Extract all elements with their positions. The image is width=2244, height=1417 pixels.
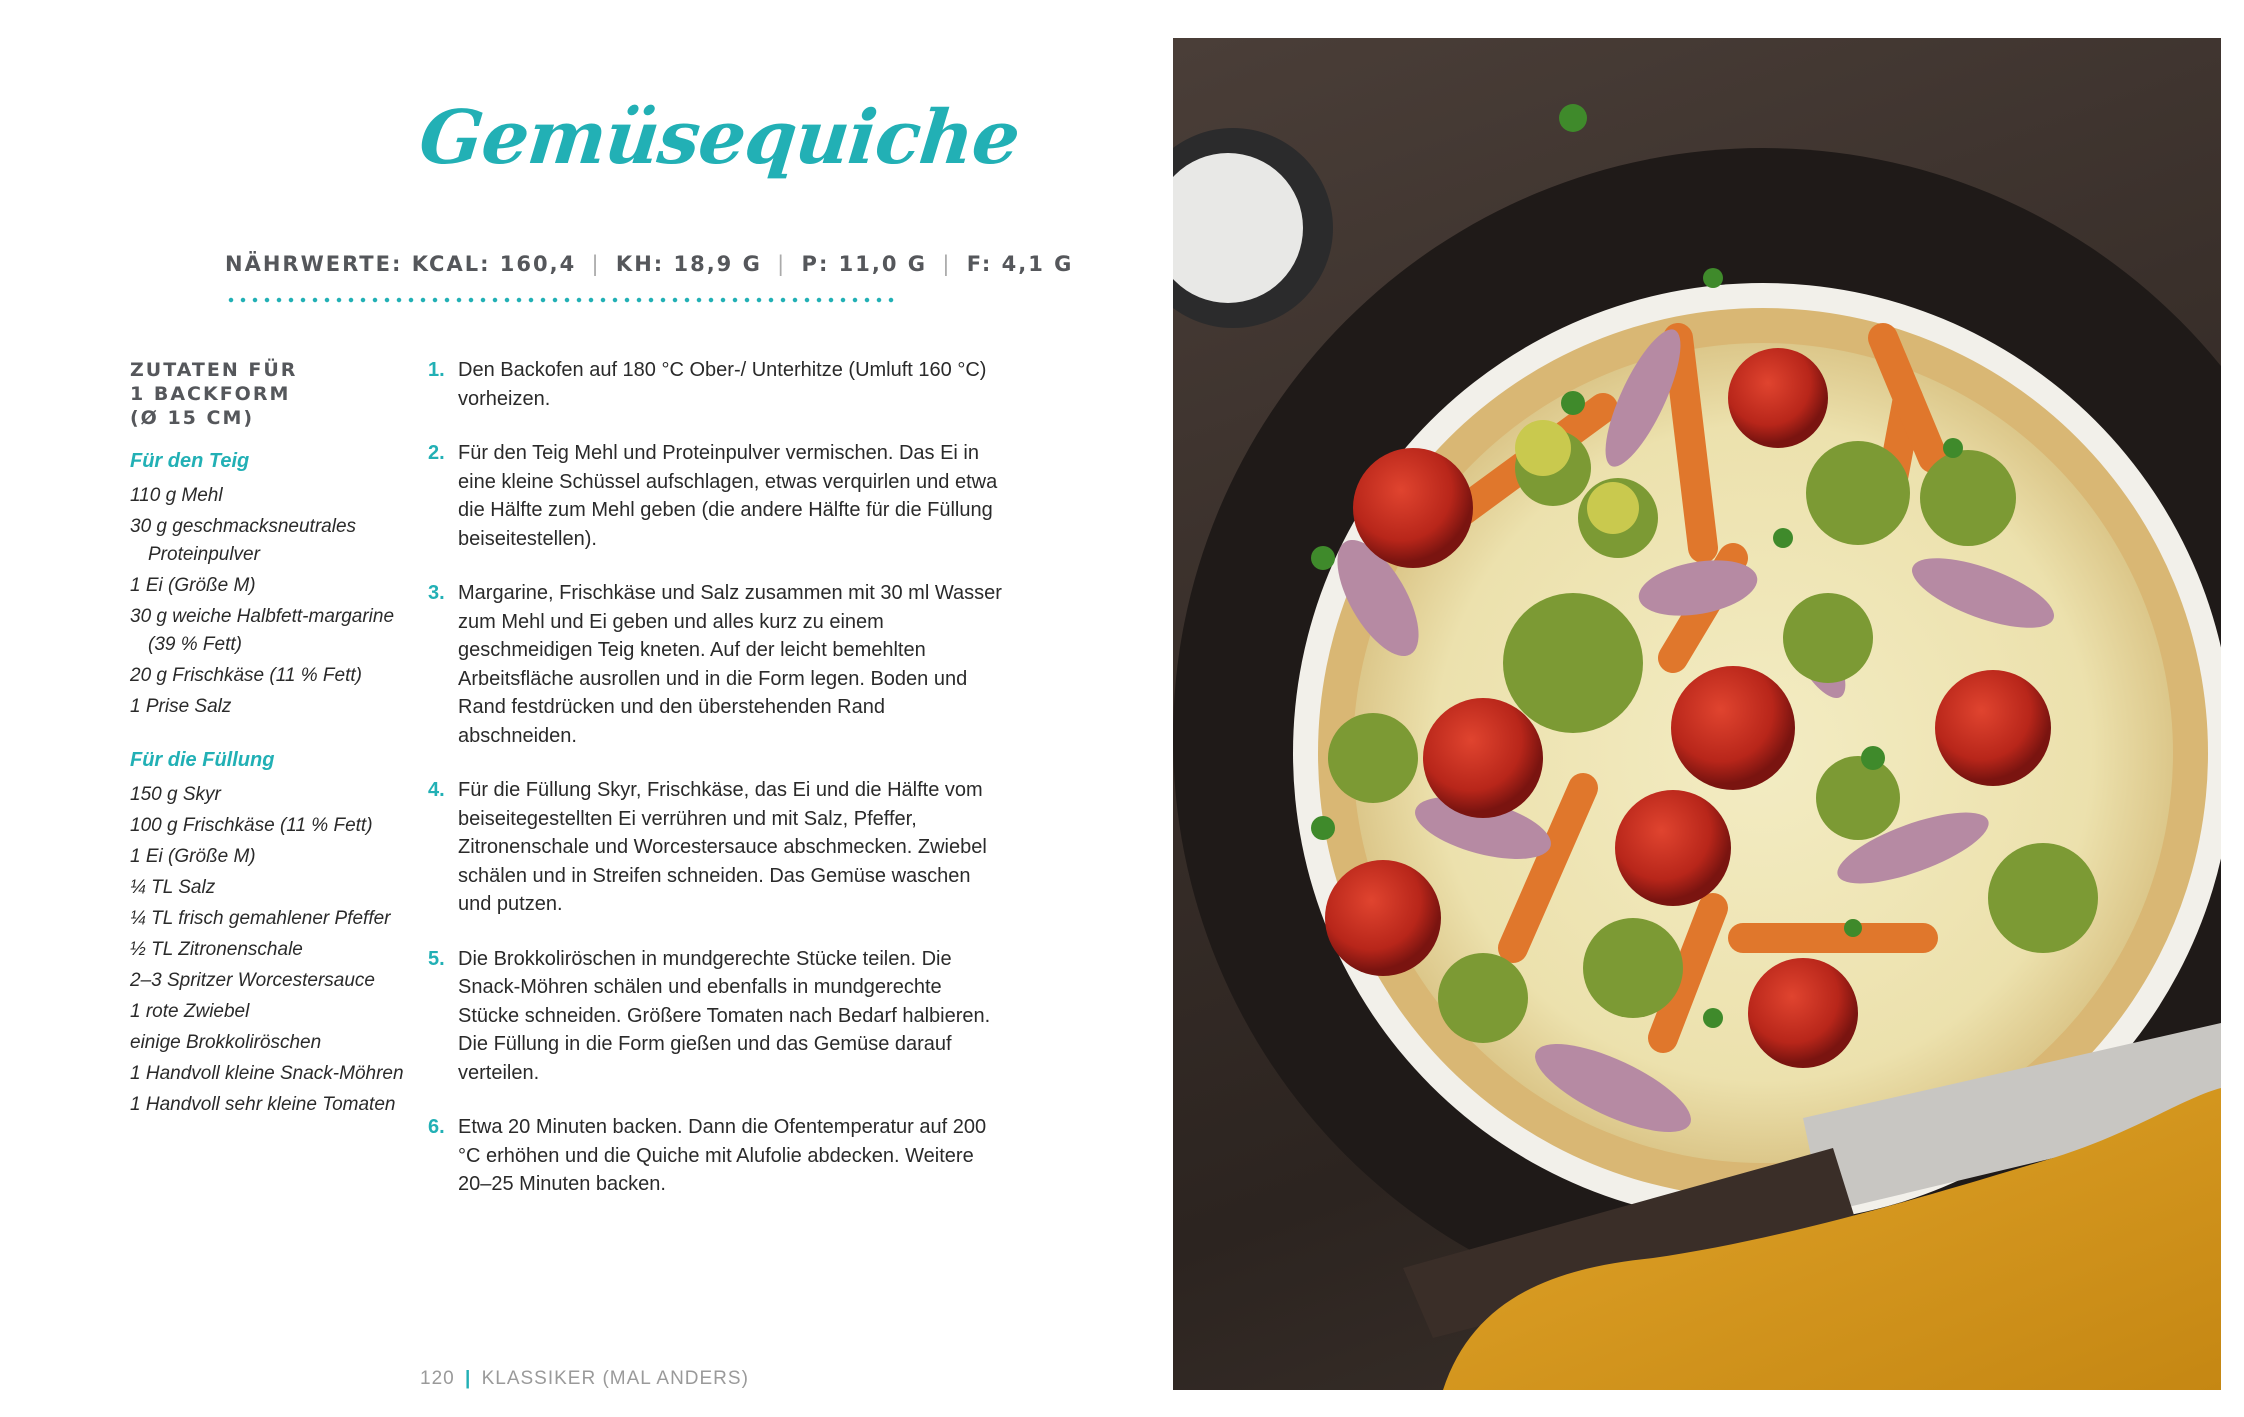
ingredient-section-title: Für den Teig (130, 450, 250, 472)
step (428, 1113, 1003, 1199)
nutrition-kh: KH: 18,9 G (615, 252, 762, 276)
step-text: Für die Füllung Skyr, Frischkäse, das Ei und die Hälfte vom beiseitegestellten Ei verrühren und mit Salz, Pfeffer, Zitronenschale und Worcestersauce abschmecken. Zwiebel schälen und in Streifen schneiden. Das Gemüse waschen und putzen. (458, 779, 987, 915)
ingredients-heading (130, 358, 420, 430)
step (428, 776, 1003, 919)
step-text: Etwa 20 Minuten backen. Dann die Ofentemperatur auf 200 °C erhöhen und die Quiche mit Alufolie abdecken. Weitere 20–25 Minuten backen. (458, 1116, 987, 1195)
instructions-column (428, 356, 1003, 1225)
ingredient-item: 1 Handvoll kleine Snack-Möhren (130, 1063, 404, 1084)
ingredient-item: 30 g weiche Halbfett-margarine (39 % Fett) (130, 606, 395, 655)
nutrition-kcal: KCAL: 160,4 (411, 252, 577, 276)
ingredient-item: 2–3 Spritzer Worcestersauce (130, 970, 375, 991)
nutrition-p: P: 11,0 G (801, 252, 928, 276)
step-text: Margarine, Frischkäse und Salz zusammen mit 30 ml Wasser zum Mehl und Ei geben und alles kurz zu einem geschmeidigen Teig kneten. Auf der leicht bemehlten Arbeitsfläche ausrollen und in die Form legen. Boden und Rand festdrücken und den überstehenden Rand abschneiden. (458, 582, 1002, 747)
step-number: 6. (428, 1116, 445, 1138)
ingredient-item: 20 g Frischkäse (11 % Fett) (130, 665, 362, 686)
ingredient-item: 1 Ei (Größe M) (130, 846, 256, 867)
ingredient-item: ¼ TL frisch gemahlener Pfeffer (130, 908, 391, 929)
ingredient-item: 1 Handvoll sehr kleine Tomaten (130, 1094, 396, 1115)
footer-separator: | (464, 1368, 472, 1389)
nutrition-prefix: NÄHRWERTE: (225, 252, 403, 276)
step-number: 2. (428, 442, 445, 464)
step-text: Den Backofen auf 180 °C Ober-/ Unterhitze (Umluft 160 °C) vorheizen. (458, 359, 987, 410)
step-number: 5. (428, 947, 445, 970)
ingredient-item: 150 g Skyr (130, 784, 221, 805)
ingredient-item: 30 g geschmacksneutrales Proteinpulver (130, 516, 357, 565)
nutrition-separator: | (777, 252, 787, 276)
ingredient-item: ¼ TL Salz (130, 877, 216, 898)
ingredient-list-filling (130, 781, 420, 1119)
nutrition-separator: | (591, 252, 601, 276)
step (428, 945, 1003, 1088)
ingredients-heading-line: (Ø 15 CM) (130, 407, 255, 429)
step (428, 439, 1003, 553)
page-footer (420, 1368, 749, 1390)
ingredient-section-title: Für die Füllung (130, 749, 275, 771)
ingredient-item: ½ TL Zitronenschale (130, 939, 303, 960)
ingredient-item: einige Brokkoliröschen (130, 1032, 322, 1053)
quiche-photo (1173, 38, 2221, 1390)
nutrition-separator: | (942, 252, 952, 276)
chapter-title: KLASSIKER (MAL ANDERS) (481, 1368, 749, 1389)
ingredients-heading-line: 1 BACKFORM (130, 383, 291, 405)
step-number: 1. (428, 359, 445, 381)
step-number: 4. (428, 779, 445, 801)
page-number: 120 (420, 1368, 455, 1389)
recipe-title: Gemüsequiche (415, 95, 1024, 181)
ingredient-item: 100 g Frischkäse (11 % Fett) (130, 815, 373, 836)
step-number: 3. (428, 582, 445, 604)
ingredient-item: 110 g Mehl (130, 485, 223, 506)
step-text: Die Brokkoliröschen in mundgerechte Stücke teilen. Die Snack-Möhren schälen und ebenfalls in mundgerechte Stücke schneiden. Größere Tomaten nach Bedarf halbieren. Die Füllung in die Form gießen und das Gemüse darauf verteilen. (458, 947, 991, 1084)
dotted-divider (225, 297, 900, 303)
step (428, 356, 1003, 413)
ingredients-heading-line: ZUTATEN FÜR (130, 359, 298, 381)
ingredients-column (130, 358, 420, 1145)
nutrition-facts (225, 252, 1073, 276)
ingredient-item: 1 Ei (Größe M) (130, 575, 256, 596)
ingredient-item: 1 Prise Salz (130, 696, 232, 717)
ingredient-list-dough (130, 482, 420, 721)
ingredient-item: 1 rote Zwiebel (130, 1001, 250, 1022)
nutrition-f: F: 4,1 G (966, 252, 1074, 276)
quiche-illustration (1173, 38, 2221, 1390)
step-text: Für den Teig Mehl und Proteinpulver vermischen. Das Ei in eine kleine Schüssel aufschlagen, etwas verquirlen und etwa die Hälfte zum Mehl geben (die andere Hälfte für die Füllung beiseitestellen). (458, 442, 998, 550)
step (428, 579, 1003, 750)
